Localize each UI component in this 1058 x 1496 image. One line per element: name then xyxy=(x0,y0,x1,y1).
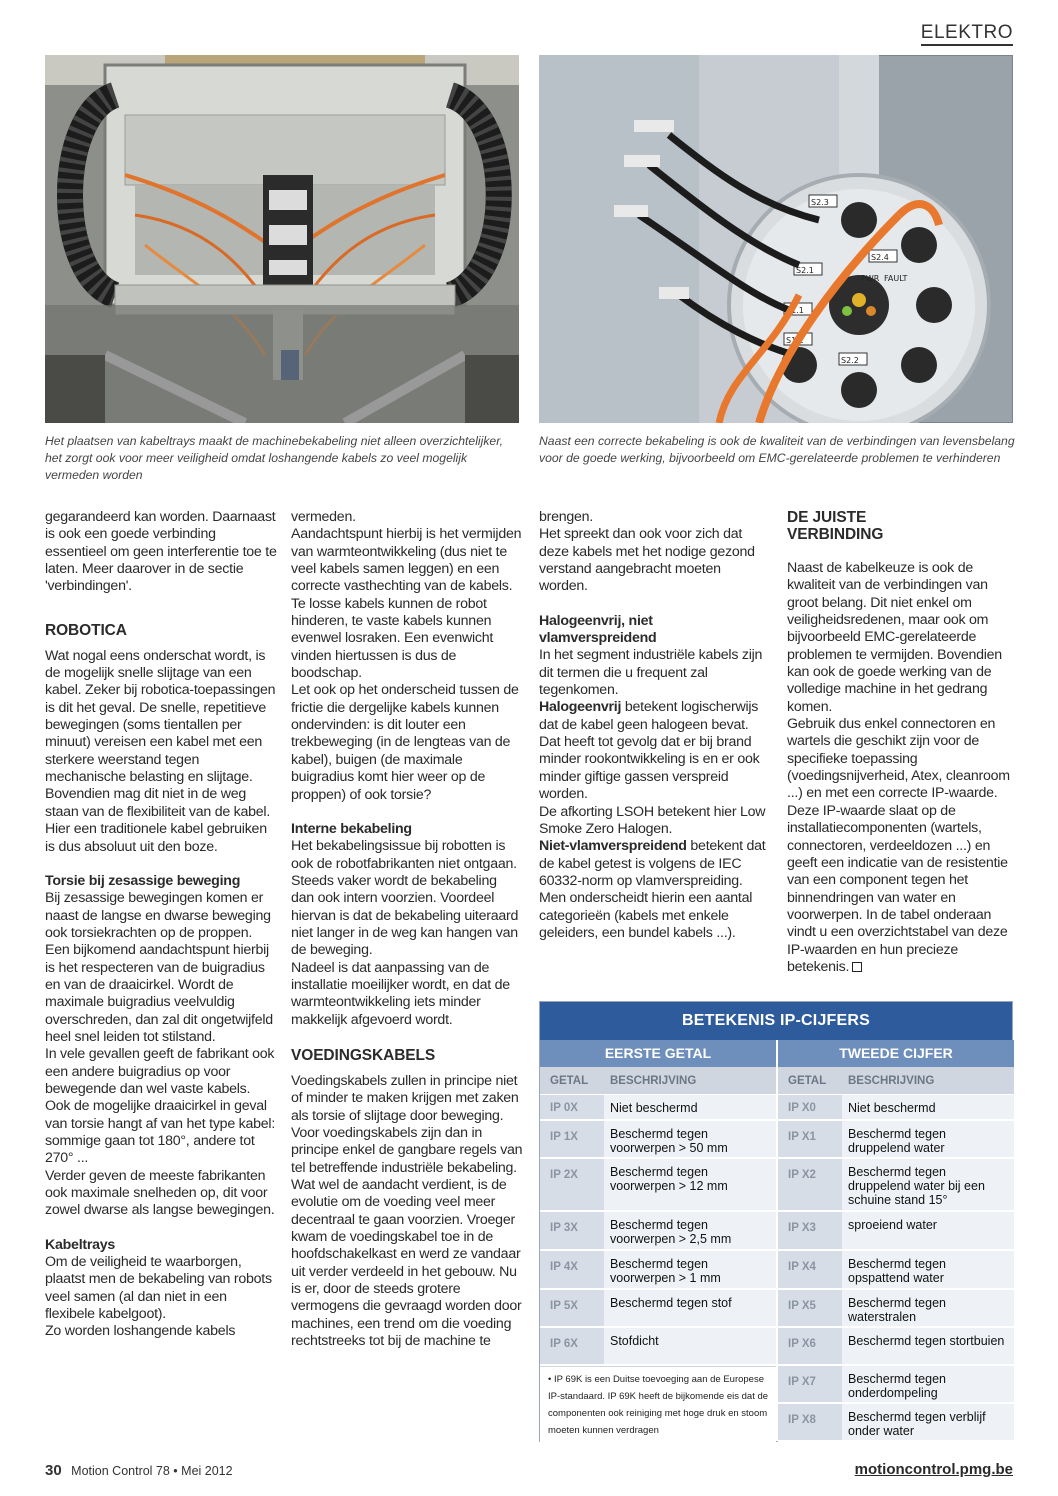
paragraph: Men onderscheidt hierin een aantal categorieën (kabels met enkele geleiders, een bundel kabels ...). xyxy=(539,890,753,941)
paragraph: Te losse kabels kunnen de robot hinderen, te vaste kabels kunnen evenwel losraken. Een evenwicht vinden hiertussen is dus de boodschap. xyxy=(291,595,494,682)
paragraph: Niet-vlamverspreidend betekent dat de kabel getest is volgens de IEC 60332-norm op vlamverspreiding. xyxy=(539,838,766,889)
heading-robotica: ROBOTICA xyxy=(45,621,127,639)
issue-info: Motion Control 78 • Mei 2012 xyxy=(71,1464,233,1478)
paragraph: Het spreekt dan ook voor zich dat deze kabels met het nodige gezond verstand aangebracht moeten worden. xyxy=(539,526,755,595)
second-digit-header: TWEEDE CIJFER xyxy=(778,1040,1014,1067)
end-of-article-mark xyxy=(852,962,862,972)
page-number: 30 xyxy=(45,1462,62,1479)
table-row: IP 6X Stofdicht xyxy=(540,1328,776,1366)
label-pwr: PWR xyxy=(861,274,880,283)
paragraph: Om de veiligheid te waarborgen, plaatst men de bekabeling van robots veel samen (al dan niet in een flexibele kabelgoot). xyxy=(45,1254,272,1323)
text-column-1 xyxy=(45,509,277,1341)
table-row: IP X7 Beschermd tegen onderdompeling xyxy=(778,1366,1014,1404)
text-column-4 xyxy=(787,509,1019,976)
table-row: IP 5X Beschermd tegen stof xyxy=(540,1290,776,1328)
second-digit-table xyxy=(778,1040,1014,1442)
label-s22: S2.2 xyxy=(841,356,859,365)
first-digit-header: EERSTE GETAL xyxy=(540,1040,776,1067)
page-footer xyxy=(45,1462,233,1479)
table-row: IP 3X Beschermd tegen voorwerpen > 2,5 mm xyxy=(540,1212,776,1251)
paragraph: Halogeenvrij betekent logischerwijs dat de kabel geen halogeen bevat. Dat heeft tot gevolg dat er bij brand minder rookontwikkeling is en er ook minder giftige gassen verspreid worden. xyxy=(539,699,760,803)
table-row: IP X3 sproeiend water xyxy=(778,1212,1014,1251)
ip69k-note: • IP 69K is een Duitse toevoeging aan de Europese IP-standaard. IP 69K heeft de bijkomende eis dat de componenten ook reiniging met hoge druk en stoom moeten kunnen verdragen xyxy=(540,1366,776,1443)
label-s12: S1.2 xyxy=(786,336,804,345)
paragraph: De afkorting LSOH betekent hier Low Smoke Zero Halogen. xyxy=(539,803,766,837)
column-header-desc: BESCHRIJVING xyxy=(848,1075,935,1087)
paragraph: In het segment industriële kabels zijn dit termen die u frequent zal tegenkomen. xyxy=(539,647,763,699)
text-column-3 xyxy=(539,509,771,942)
subheading-interne-bekabeling: Interne bekabeling xyxy=(291,820,412,837)
table-row: IP X4 Beschermd tegen opspattend water xyxy=(778,1251,1014,1290)
label-s23: S2.3 xyxy=(811,198,829,207)
term-niet-vlamverspreidend: Niet-vlamverspreidend xyxy=(539,838,687,855)
column-header-row xyxy=(778,1067,1014,1095)
column-header-row xyxy=(540,1067,776,1095)
column-header-code: GETAL xyxy=(550,1075,589,1087)
paragraph: brengen. xyxy=(539,509,594,525)
label-s11: S1.1 xyxy=(786,306,804,315)
subheading-torsie: Torsie bij zesassige beweging xyxy=(45,872,241,889)
heading-voedingskabels: VOEDINGSKABELS xyxy=(291,1046,436,1064)
connector-box-photo xyxy=(539,55,1013,423)
text-column-2 xyxy=(291,509,523,1350)
column-header-code: GETAL xyxy=(788,1075,827,1087)
subheading-kabeltrays: Kabeltrays xyxy=(45,1236,116,1253)
table-row: IP 1X Beschermd tegen voorwerpen > 50 mm xyxy=(540,1121,776,1159)
paragraph: Let ook op het onderscheid tussen de frictie die dergelijke kabels kunnen ondervinden: is dit louter een trekbeweging (in de lengteas van de kabel), buigen (de maximale buigradius komt hier weer op de proppen) of ook torsie? xyxy=(291,682,519,803)
paragraph: Nadeel is dat aanpassing van de installatie moeilijker wordt, en dat de warmteontwikkeling iets minder makkelijk afgevoerd wordt. xyxy=(291,959,510,1028)
paragraph: Aandachtspunt hierbij is het vermijden van warmteontwikkeling (dus niet te veel kabels samen leggen) en een correcte vasthechting van de kabels. xyxy=(291,526,522,595)
left-photo-caption: Het plaatsen van kabeltrays maakt de machinebekabeling niet alleen overzichtelijker, het zorgt ook voor meer veiligheid omdat loshangende kabels zo veel mogelijk vermeden worden xyxy=(45,434,503,482)
table-row: IP 4X Beschermd tegen voorwerpen > 1 mm xyxy=(540,1251,776,1290)
table-title: BETEKENIS IP-CIJFERS xyxy=(540,1002,1012,1040)
website-link[interactable]: motioncontrol.pmg.be xyxy=(854,1461,1013,1478)
robot-cable-tray-photo xyxy=(45,55,519,423)
table-row: IP X5 Beschermd tegen waterstralen xyxy=(778,1290,1014,1328)
paragraph: Bij zesassige bewegingen komen er naast de langse en dwarse beweging ook torsiekrachten op de proppen. xyxy=(45,890,271,941)
table-row: IP X1 Beschermd tegen druppelend water xyxy=(778,1121,1014,1159)
table-row: IP X0 Niet beschermd xyxy=(778,1095,1014,1121)
subheading-halogeenvrij: Halogeenvrij, niet vlamverspreidend xyxy=(539,612,657,647)
paragraph: Wat wel de aandacht verdient, is de evolutie om de voeding veel meer decentraal te gaan voorzien. Vroeger kwam de voedingskabel toe in de hoofdschakelkast en werd ze vandaar uit verder verdeeld in het gebouw. Nu is er, door de steeds grotere vermogens die gevraagd worden door machines, een trend om die voeding rechtstreeks tot bij de machine te xyxy=(291,1177,522,1350)
table-row: IP X2 Beschermd tegen druppelend water bij een schuine stand 15° xyxy=(778,1159,1014,1212)
paragraph: In vele gevallen geeft de fabrikant ook een andere buigradius op voor bewegende dan wel vaste kabels. Ook de mogelijke draaicirkel in geval van torsie hangt af van het type kabel: sommige gaan tot 180°, andere tot 270° ... xyxy=(45,1046,276,1167)
paragraph: Naast de kabelkeuze is ook de kwaliteit van de verbindingen van groot belang. Dit niet enkel om veiligheidsredenen, maar ook om bijvoorbeeld EMC-gerelateerde problemen te vermijden. Bovendien kan ook de goede werking van de volledige machine in het gedrang komen. xyxy=(787,560,1002,715)
paragraph: Zo worden loshangende kabels xyxy=(45,1323,236,1340)
label-s24: S2.4 xyxy=(871,253,889,262)
ip-codes-table xyxy=(539,1001,1013,1442)
table-row: IP X6 Beschermd tegen stortbuien xyxy=(778,1328,1014,1366)
column-header-desc: BESCHRIJVING xyxy=(610,1075,697,1087)
table-row: IP 0X Niet beschermd xyxy=(540,1095,776,1121)
paragraph: gegarandeerd kan worden. Daarnaast is ook een goede verbinding essentieel om geen interferentie toe te laten. Meer daarover in de sectie 'verbindingen'. xyxy=(45,509,277,595)
table-row: IP X8 Beschermd tegen verblijf onder water xyxy=(778,1404,1014,1442)
label-s21: S2.1 xyxy=(796,266,814,275)
first-digit-table xyxy=(540,1040,776,1443)
paragraph: Wat nogal eens onderschat wordt, is de mogelijk snelle slijtage van een kabel. Zeker bij robotica-toepassingen is dit het geval. De snelle, repetitieve bewegingen (soms tientallen per minuut) vereisen een kabel met een sterkere weerstand tegen mechanische belasting en slijtage. xyxy=(45,647,276,786)
paragraph: Bovendien mag dit niet in de weg staan van de flexibiliteit van de kabel. Hier een traditionele kabel gebruiken is dus absoluut uit den boze. xyxy=(45,786,271,855)
term-halogeenvrij: Halogeenvrij xyxy=(539,699,622,716)
paragraph: Het bekabelingsissue bij robotten is ook de robotfabrikanten niet ontgaan. Steeds vaker wordt de bekabeling dan ook intern voorzien. Voordeel hiervan is dat de bekabeling uiteraard niet langer in de weg kan hangen van de beweging. xyxy=(291,838,519,959)
table-row: IP 2X Beschermd tegen voorwerpen > 12 mm xyxy=(540,1159,776,1212)
section-tag: ELEKTRO xyxy=(921,22,1013,46)
right-photo-caption: Naast een correcte bekabeling is ook de kwaliteit van de verbindingen van levensbelang voor de goede werking, bijvoorbeeld om EMC-gerelateerde problemen te verhinderen xyxy=(539,434,1015,465)
paragraph: Gebruik dus enkel connectoren en wartels die geschikt zijn voor de specifieke toepassing (voedingsnijverheid, Atex, cleanroom ...) en met een correcte IP-waarde. Deze IP-waarde slaat op de installatiecomponenten (wartels, connectoren, verdeeldozen ...) en geeft een indicatie van de resistentie van een component tegen het binnendringen van water en voorwerpen. In de tabel onderaan vindt u een overzichtstabel van deze IP-waarden en hun precieze betekenis. xyxy=(787,716,1010,975)
paragraph: Een bijkomend aandachtspunt hierbij is het respecteren van de buigradius en van de draaicirkel. Wordt de maximale buigradius veelvuldig overschreden, dan zal dit ongetwijfeld heel snel leiden tot stilstand. xyxy=(45,942,273,1045)
label-fault: FAULT xyxy=(884,274,908,283)
paragraph: Verder geven de meeste fabrikanten ook maximale snelheden op, dit voor zowel dwarse als langse bewegingen. xyxy=(45,1167,275,1219)
heading-juiste-verbinding: DE JUISTE VERBINDING xyxy=(787,509,884,543)
paragraph: Voedingskabels zullen in principe niet of minder te maken krijgen met zaken als torsie of slijtage door beweging. Voor voedingskabels zijn dan in principe enkel de gangbare regels van tel betreffende industriële bekabeling. xyxy=(291,1072,523,1176)
paragraph: vermeden. xyxy=(291,509,356,525)
